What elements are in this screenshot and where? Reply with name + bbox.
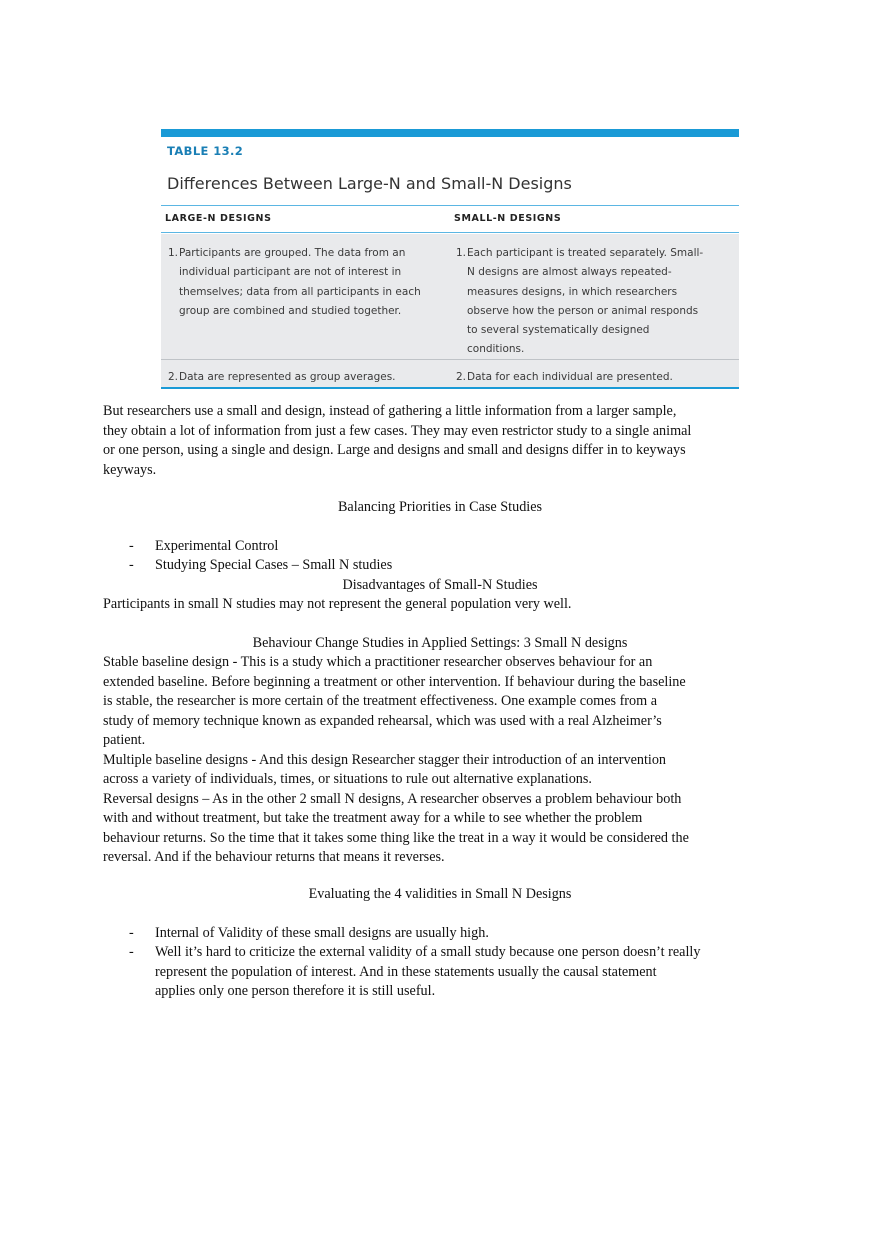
cell-line: individual participant are not of interest in [179, 266, 402, 279]
cell-line: measures designs, in which researchers [467, 285, 678, 298]
table-title: Differences Between Large-N and Small-N Designs [167, 174, 572, 193]
bullet-text [155, 943, 700, 1002]
heading-validities: Evaluating the 4 validities in Small N Designs [308, 886, 572, 902]
heading-behaviour-change: Behaviour Change Studies in Applied Settings: 3 Small N designs [252, 635, 628, 651]
cell-number: 1. [456, 247, 467, 259]
cell-line: Data are represented as group averages. [179, 371, 396, 383]
cell-line: group are combined and studied together. [179, 304, 402, 317]
cell-number: 2. [168, 371, 179, 383]
bullet-dash: - [129, 538, 134, 554]
cell-line: conditions. [467, 343, 525, 356]
table-label: TABLE 13.2 [167, 144, 244, 158]
paragraph-line: patient. [103, 732, 146, 748]
cell-number: 2. [456, 371, 467, 383]
cell-number: 1. [168, 247, 179, 259]
table-header-rule [161, 232, 739, 233]
bullet-line: Well it’s hard to criticize the external validity of a small study because one person doesn’t really [155, 944, 701, 960]
cell-row1-small-n [456, 244, 736, 360]
cell-line: Each participant is treated separately. Small- [467, 247, 704, 259]
bullet-dash: - [129, 925, 134, 941]
bullet-text: Experimental Control [155, 538, 279, 554]
heading-disadvantages: Disadvantages of Small-N Studies [342, 577, 538, 593]
paragraph-line: But researchers use a small and design, instead of gathering a little information from a larger sample, [103, 403, 677, 419]
designs-paragraph [103, 653, 689, 868]
cell-line: to several systematically designed [467, 324, 650, 337]
paragraph-line: with and without treatment, but take the treatment away for a while to see whether the problem [103, 810, 643, 826]
table-figure [161, 129, 739, 390]
table-bottom-bar [161, 387, 739, 389]
paragraph-line: study of memory technique known as expanded rehearsal, which was used with a real Alzheimer’s [103, 712, 662, 729]
cell-line: N designs are almost always repeated- [467, 266, 672, 279]
paragraph-line: behaviour returns. So the time that it takes some thing like the treat in a way it would be considered the [103, 829, 689, 846]
paragraph-line: they obtain a lot of information from just a few cases. They may even restrictor study to a single animal [103, 422, 692, 439]
intro-paragraph [103, 402, 691, 480]
cell-row1-large-n [168, 244, 448, 321]
paragraph-line: extended baseline. Before beginning a treatment or other intervention. If behaviour during the baseline [103, 673, 686, 690]
bullet-dash: - [129, 557, 134, 573]
cell-line: Participants are grouped. The data from an [179, 247, 406, 259]
cell-row2-small-n [456, 368, 736, 387]
bullet-dash: - [129, 944, 134, 960]
paragraph-line: or one person, using a single and design. Large and designs and small and designs differ in to keyways [103, 442, 686, 458]
cell-line: observe how the person or animal responds [467, 304, 699, 317]
paragraph-line: across a variety of individuals, times, or situations to rule out alternative explanations. [103, 771, 592, 787]
disadvantages-text: Participants in small N studies may not represent the general population very well. [103, 596, 572, 612]
cell-line: Data for each individual are presented. [467, 371, 673, 383]
paragraph-line: Reversal designs – As in the other 2 small N designs, A researcher observes a problem behaviour both [103, 790, 682, 807]
paragraph-line: is stable, the researcher is more certain of the treatment effectiveness. One example comes from a [103, 693, 657, 709]
paragraph-line: reversal. And if the behaviour returns that means it reverses. [103, 849, 445, 865]
column-header-large-n: LARGE-N DESIGNS [165, 213, 272, 224]
cell-row2-large-n [168, 368, 448, 387]
paragraph-line: Multiple baseline designs - And this design Researcher stagger their introduction of an intervention [103, 751, 667, 768]
heading-balancing: Balancing Priorities in Case Studies [337, 499, 543, 515]
bullet-line: represent the population of interest. And in these statements usually the causal statement [155, 963, 657, 980]
paragraph-line: Stable baseline design - This is a study which a practitioner researcher observes behaviour for an [103, 654, 653, 670]
paragraph-line: keyways. [103, 461, 157, 478]
table-title-rule [161, 205, 739, 206]
column-header-small-n: SMALL-N DESIGNS [454, 213, 562, 224]
bullet-text: Internal of Validity of these small designs are usually high. [155, 925, 489, 941]
bullet-line: applies only one person therefore it is still useful. [155, 983, 436, 999]
bullet-text: Studying Special Cases – Small N studies [155, 557, 393, 573]
table-top-bar [161, 129, 739, 137]
cell-line: themselves; data from all participants in each [179, 285, 421, 298]
